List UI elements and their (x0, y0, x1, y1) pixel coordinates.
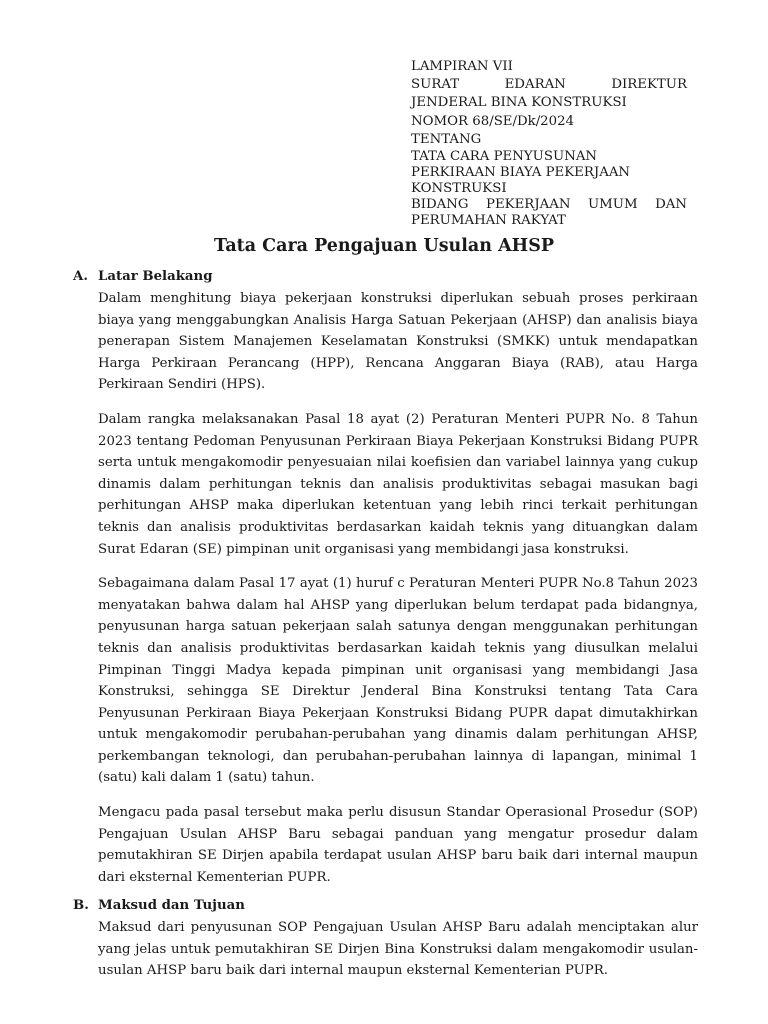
page-title: Tata Cara Pengajuan Usulan AHSP (213, 236, 554, 256)
word: PEKERJAAN (486, 197, 571, 213)
section-letter: B. (73, 898, 89, 913)
subject-line-4 (411, 197, 687, 213)
section-title: Latar Belakang (98, 269, 213, 284)
section-title: Maksud dan Tujuan (98, 898, 245, 913)
section-body (98, 917, 698, 982)
section-background (73, 268, 698, 888)
section-heading (73, 268, 698, 286)
word: EDARAN (504, 77, 566, 93)
paragraph: Maksud dari penyusunan SOP Pengajuan Usulan AHSP Baru adalah menciptakan alur yang jelas untuk pemutakhiran SE Dirjen Bina Konstruksi dalam mengakomodir usulan-usulan AHSP baru baik dari internal maupun eksternal Kementerian PUPR. (98, 920, 698, 979)
document-number: NOMOR 68/SE/Dk/2024 (411, 113, 575, 129)
word: UMUM (587, 197, 638, 213)
subject-line-5: PERUMAHAN RAKYAT (411, 213, 566, 229)
word: DAN (655, 197, 687, 213)
subject-line-2: PERKIRAAN BIAYA PEKERJAAN (411, 165, 631, 181)
attachment-label: LAMPIRAN VII (411, 59, 513, 74)
attachment-header (411, 58, 687, 229)
paragraph: Dalam rangka melaksanakan Pasal 18 ayat (2) Peraturan Menteri PUPR No. 8 Tahun 2023 tentang Pedoman Penyusunan Perkiraan Biaya Pekerjaan Konstruksi Bidang PUPR serta untuk mengakomodir penyesuaian nilai koefisien dan variabel lainnya yang cukup dinamis dalam perhitungan teknis dan analisis produktivitas sebagai masukan bagi perhitungan AHSP maka diperlukan ketentuan yang lebih rinci terkait perhitungan teknis dan analisis produktivitas berdasarkan kaidah teknis yang dituangkan dalam Surat Edaran (SE) pimpinan unit organisasi yang membidangi jasa konstruksi. (98, 411, 698, 557)
subject-line-1: TATA CARA PENYUSUNAN (411, 149, 598, 165)
section-heading (73, 897, 698, 915)
subject-line-3: KONSTRUKSI (411, 181, 507, 197)
word: DIREKTUR (611, 77, 687, 93)
section-body (98, 288, 698, 888)
word: SURAT (411, 77, 460, 93)
section-purpose (73, 897, 698, 982)
paragraph: Sebagaimana dalam Pasal 17 ayat (1) huruf c Peraturan Menteri PUPR No.8 Tahun 2023 menyatakan bahwa dalam hal AHSP yang diperlukan belum terdapat pada bidangnya, penyusunan harga satuan pekerjaan salah satunya dengan menggunakan perhitungan teknis dan analisis produktivitas berdasarkan kaidah teknis yang diusulkan melalui Pimpinan Tinggi Madya kepada pimpinan unit organisasi yang membidangi Jasa Konstruksi, sehingga SE Direktur Jenderal Bina Konstruksi tentang Tata Cara Penyusunan Perkiraan Biaya Pekerjaan Konstruksi Bidang PUPR dapat dimutakhirkan untuk mengakomodir perubahan-perubahan yang dinamis dalam perhitungan AHSP, perkembangan teknologi, dan perubahan-perubahan lainnya di lapangan, minimal 1 (satu) kali dalam 1 (satu) tahun. (98, 576, 698, 786)
about-label: TENTANG (411, 131, 482, 147)
paragraph: Dalam menghitung biaya pekerjaan konstruksi diperlukan sebuah proses perkiraan biaya yang menggabungkan Analisis Harga Satuan Pekerjaan (AHSP) dan analisis biaya penerapan Sistem Manajemen Keselamatan Konstruksi (SMKK) untuk mendapatkan Harga Perkiraan Perancang (HPP), Rencana Anggaran Biaya (RAB), atau Harga Perkiraan Sendiri (HPS). (98, 291, 698, 393)
circular-title-line (411, 76, 687, 94)
word: BIDANG (411, 197, 469, 213)
issuer-line: JENDERAL BINA KONSTRUKSI (411, 95, 627, 111)
paragraph: Mengacu pada pasal tersebut maka perlu disusun Standar Operasional Prosedur (SOP) Pengajuan Usulan AHSP Baru sebagai panduan yang mengatur prosedur dalam pemutakhiran SE Dirjen apabila terdapat usulan AHSP baru baik dari internal maupun dari eksternal Kementerian PUPR. (98, 805, 698, 885)
section-letter: A. (73, 269, 88, 284)
